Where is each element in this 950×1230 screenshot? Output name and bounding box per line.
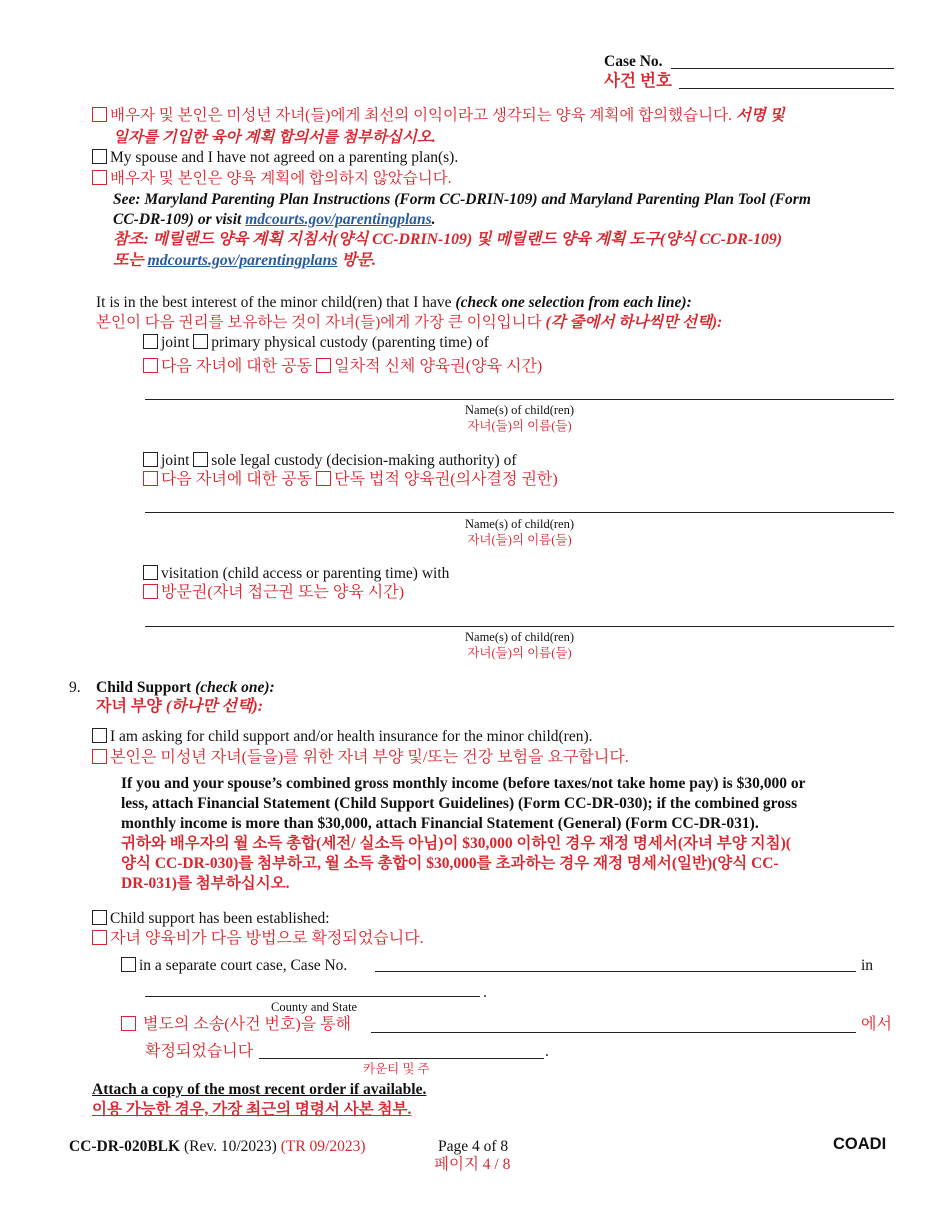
joint-legal-checkbox-ko[interactable]	[143, 471, 158, 486]
visitation-checkbox-ko[interactable]	[143, 584, 158, 599]
income-instructions-ko-line1: 귀하와 배우자의 월 소득 총합(세전/ 실소득 아님)이 $30,000 이하인 경우 재정 명세서(자녀 부양 지침)(	[121, 835, 791, 852]
visitation-option: visitation (child access or parenting time) with	[143, 564, 449, 583]
separate-case-checkbox-ko[interactable]	[121, 1016, 136, 1031]
primary-physical-checkbox[interactable]	[193, 334, 208, 349]
names-label-ko: 자녀(들)의 이름(들)	[467, 419, 572, 433]
in-word: in	[861, 957, 874, 974]
asking-support-checkbox-ko[interactable]	[92, 749, 107, 764]
joint-physical-checkbox[interactable]	[143, 334, 158, 349]
names-label-ko: 자녀(들)의 이름(들)	[467, 646, 572, 660]
names-label: Name(s) of child(ren)	[465, 517, 574, 531]
not-agreed-checkbox[interactable]	[92, 149, 107, 164]
case-no-label: Case No.	[604, 53, 663, 70]
asking-support-option-ko: 본인은 미성년 자녀(들을)를 위한 자녀 부양 및/또는 건강 보험을 요구합니다.	[92, 748, 629, 767]
see-instructions-line1: See: Maryland Parenting Plan Instructions (Form CC-DRIN-109) and Maryland Parenting Plan Tool (Form	[113, 191, 811, 208]
legal-custody-option-ko: 다음 자녀에 대한 공동 단독 법적 양육권(의사결정 권한)	[143, 470, 558, 489]
names-label: Name(s) of child(ren)	[465, 403, 574, 417]
confirmed-ko: 확정되었습니다	[145, 1043, 254, 1060]
asking-support-option: I am asking for child support and/or health insurance for the minor child(ren).	[92, 727, 593, 746]
established-checkbox[interactable]	[92, 910, 107, 925]
not-agreed-checkbox-ko[interactable]	[92, 170, 107, 185]
period: .	[483, 984, 487, 1001]
child-support-title-ko: 자녀 부양 (하나만 선택):	[96, 698, 264, 715]
separate-case-option-ko: 별도의 소송(사건 번호)을 통해	[121, 1015, 351, 1034]
primary-physical-checkbox-ko[interactable]	[316, 358, 331, 373]
established-checkbox-ko[interactable]	[92, 930, 107, 945]
visitation-checkbox[interactable]	[143, 565, 158, 580]
sole-legal-checkbox-ko[interactable]	[316, 471, 331, 486]
brand-logo: COADI	[833, 1135, 887, 1153]
income-instructions-line1: If you and your spouse’s combined gross monthly income (before taxes/not take home pay) is $30,000 or	[121, 775, 806, 792]
physical-custody-option: joint primary physical custody (parenting time) of	[143, 333, 489, 352]
sole-legal-checkbox[interactable]	[193, 452, 208, 467]
county-state-field-ko[interactable]	[259, 1058, 544, 1059]
established-option-ko: 자녀 양육비가 다음 방법으로 확정되었습니다.	[92, 929, 424, 948]
physical-custody-option-ko: 다음 자녀에 대한 공동 일차적 신체 양육권(양육 시간)	[143, 357, 542, 376]
form-id: CC-DR-020BLK (Rev. 10/2023) (TR 09/2023)	[69, 1138, 366, 1155]
not-agreed-option: My spouse and I have not agreed on a parenting plan(s).	[92, 148, 458, 167]
legal-children-names-field[interactable]	[145, 512, 894, 513]
case-no-field[interactable]	[671, 68, 894, 69]
county-state-label-ko: 카운티 및 주	[363, 1062, 430, 1076]
custody-intro: It is in the best interest of the minor child(ren) that I have (check one selection from each line):	[96, 294, 692, 311]
separate-case-no-field-ko[interactable]	[371, 1032, 856, 1033]
established-option: Child support has been established:	[92, 909, 330, 928]
income-instructions-line2: less, attach Financial Statement (Child Support Guidelines) (Form CC-DR-030); if the combined gross	[121, 795, 798, 812]
names-label-ko: 자녀(들)의 이름(들)	[467, 533, 572, 547]
income-instructions-ko-line2: 양식 CC-DR-030)를 첨부하고, 월 소득 총합이 $30,000를 초과하는 경우 재정 명세서(일반)(양식 CC-	[121, 855, 779, 872]
separate-case-option: in a separate court case, Case No.	[121, 956, 347, 975]
legal-custody-option: joint sole legal custody (decision-making authority) of	[143, 451, 516, 470]
where-ko: 에서	[861, 1016, 892, 1033]
child-support-title: Child Support (check one):	[96, 679, 275, 696]
separate-case-checkbox[interactable]	[121, 957, 136, 972]
asking-support-checkbox[interactable]	[92, 728, 107, 743]
agreed-attach-note-ko: 일자를 기입한 육아 계획 합의서를 첨부하십시오.	[113, 129, 436, 146]
attach-order-note-ko: 이용 가능한 경우, 가장 최근의 명령서 사본 첨부.	[92, 1101, 412, 1118]
visitation-children-names-field[interactable]	[145, 626, 894, 627]
names-label: Name(s) of child(ren)	[465, 630, 574, 644]
agreed-checkbox[interactable]	[92, 107, 107, 122]
page-number: Page 4 of 8	[438, 1138, 509, 1155]
case-no-field-ko[interactable]	[679, 88, 894, 89]
income-instructions-ko-line3: DR-031)를 첨부하십시오.	[121, 875, 290, 892]
case-no-label-ko: 사건 번호	[604, 71, 672, 90]
see-instructions-ko-line2: 또는 mdcourts.gov/parentingplans 방문.	[113, 252, 376, 269]
custody-intro-ko: 본인이 다음 권리를 보유하는 것이 자녀(들)에게 가장 큰 이익입니다 (각 줄에서 하나씩만 선택):	[96, 314, 723, 331]
not-agreed-option-ko: 배우자 및 본인은 양육 계획에 합의하지 않았습니다.	[92, 169, 452, 188]
page-number-ko: 페이지 4 / 8	[434, 1156, 511, 1173]
joint-legal-checkbox[interactable]	[143, 452, 158, 467]
see-instructions-ko-line1: 참조: 메릴랜드 양육 계획 지침서(양식 CC-DRIN-109) 및 메릴랜드 양육 계획 도구(양식 CC-DR-109)	[113, 231, 783, 248]
physical-children-names-field[interactable]	[145, 399, 894, 400]
parenting-plans-link[interactable]: mdcourts.gov/parentingplans	[245, 211, 432, 228]
agreed-option-ko: 배우자 및 본인은 미성년 자녀(들)에게 최선의 이익이라고 생각되는 양육 계획에 합의했습니다. 서명 및	[92, 106, 785, 125]
period: .	[545, 1043, 549, 1060]
parenting-plans-link-ko[interactable]: mdcourts.gov/parentingplans	[147, 252, 338, 269]
section-number: 9.	[69, 679, 81, 696]
see-instructions-line2: CC-DR-109) or visit mdcourts.gov/parentingplans.	[113, 211, 436, 228]
county-state-field[interactable]	[145, 996, 480, 997]
attach-order-note: Attach a copy of the most recent order if available.	[92, 1081, 427, 1098]
county-state-label: County and State	[271, 1000, 358, 1014]
income-instructions-line3: monthly income is more than $30,000, attach Financial Statement (General) (Form CC-DR-031).	[121, 815, 759, 832]
visitation-option-ko: 방문권(자녀 접근권 또는 양육 시간)	[143, 583, 404, 602]
joint-physical-checkbox-ko[interactable]	[143, 358, 158, 373]
separate-case-no-field[interactable]	[375, 971, 856, 972]
